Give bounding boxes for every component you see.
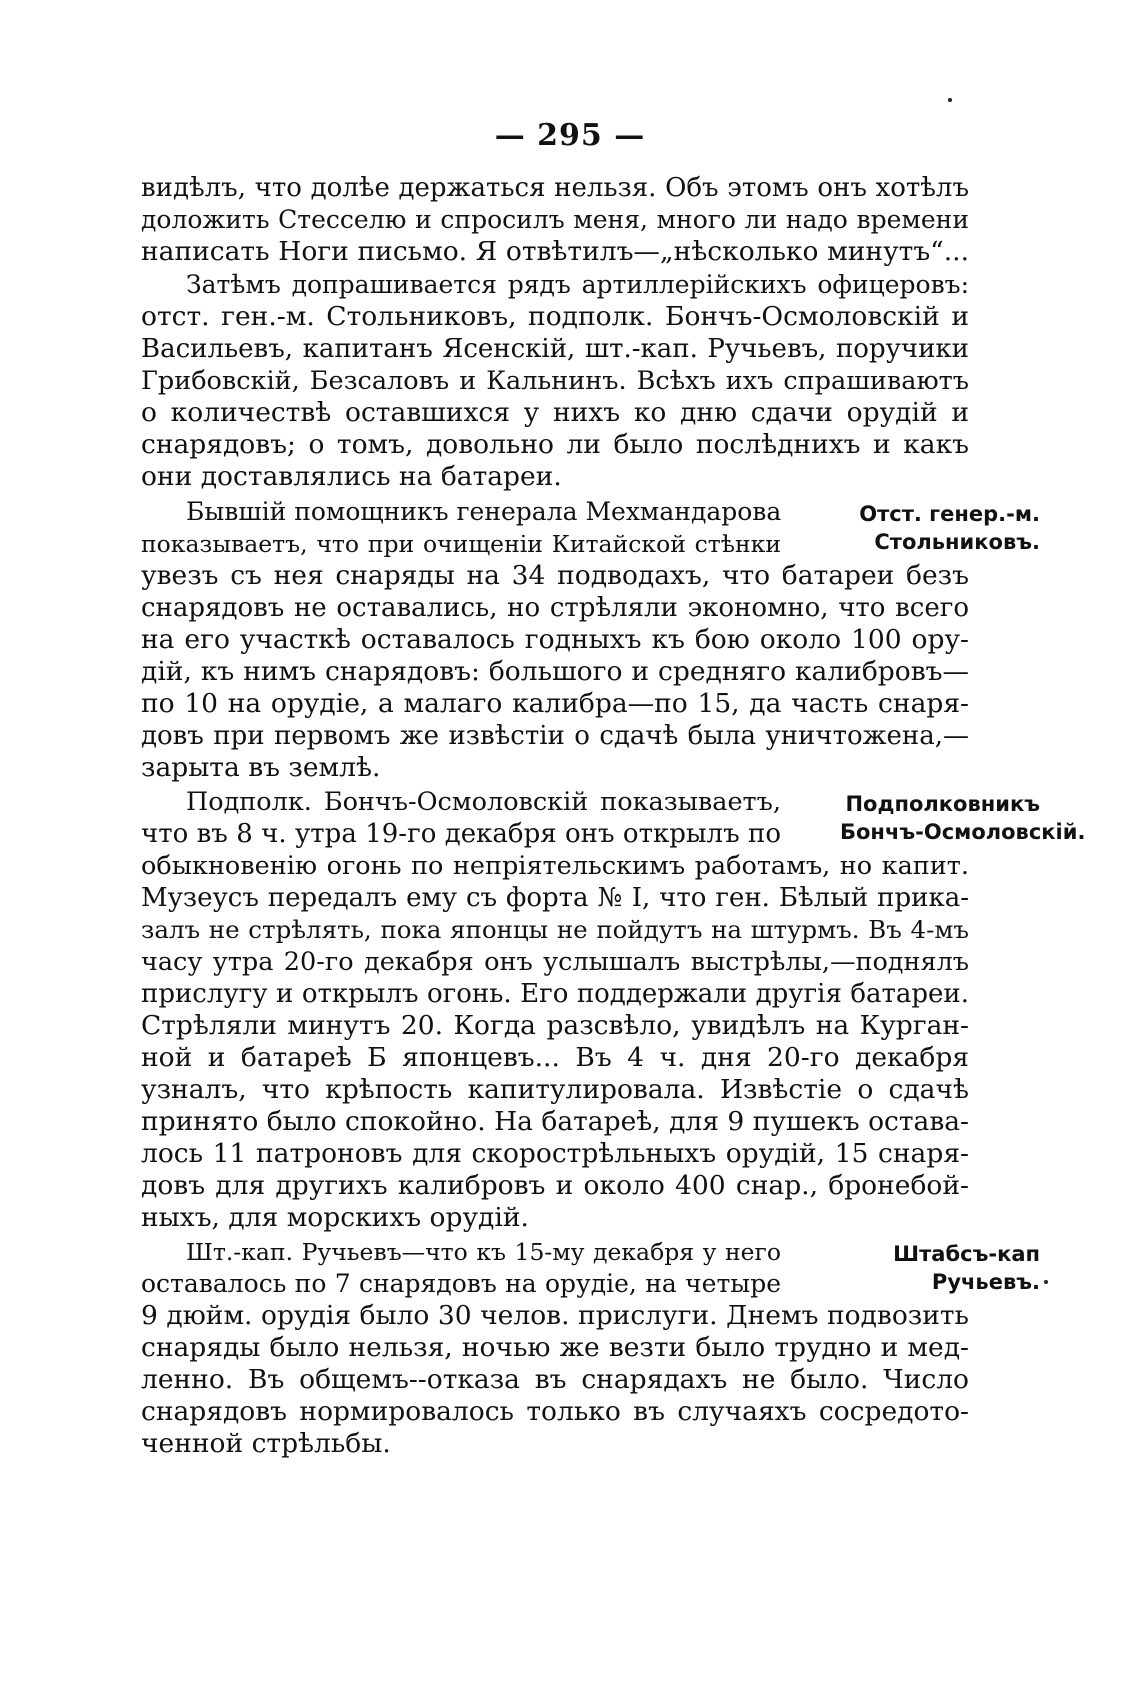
text-line: о количествѣ оставшихся у нихъ ко дню сдачи орудій и <box>141 397 969 428</box>
text-line: прислугу и открылъ огонь. Его поддержали другія батареи. <box>141 979 969 1009</box>
text-line: ленно. Въ общемъ--отказа въ снарядахъ не было. Число <box>141 1364 969 1395</box>
text-line: на его участкѣ оставалось годныхъ къ бою около 100 ору- <box>141 624 969 655</box>
text-line: снарядовъ; о томъ, довольно ли было послѣднихъ и какъ <box>141 429 969 460</box>
sidenote: Отст. генер.-м. <box>859 502 1040 526</box>
text-line: увезъ съ нея снаряды на 34 подводахъ, что батареи безъ <box>141 560 969 591</box>
text-line: залъ не стрѣлять, пока японцы не пойдутъ на штурмъ. Въ 4-мъ <box>141 915 969 944</box>
text-line: по 10 на орудіе, а малаго калибра—по 15, да часть снаря- <box>141 688 969 719</box>
text-line: Грибовскій, Безсаловъ и Кальнинъ. Всѣхъ ихъ спрашиваютъ <box>141 366 969 396</box>
sidenote: Подполковникъ <box>845 792 1040 816</box>
text-line: отст. ген.-м. Стольниковъ, подполк. Бончъ-Осмоловскій и <box>141 301 969 332</box>
text-line: оставалось по 7 снарядовъ на орудіе, на четыре <box>141 1269 781 1298</box>
text-line: написать Ноги письмо. Я отвѣтилъ—„нѣсколько минутъ“... <box>141 236 969 267</box>
text-line: доложить Стесселю и спросилъ меня, много ли надо времени <box>141 205 969 234</box>
text-line: принято было спокойно. На батареѣ, для 9 пушекъ остава- <box>141 1106 970 1137</box>
text-line: показываетъ, что при очищеніи Китайской стѣнки <box>141 530 781 558</box>
text-line: Затѣмъ допрашивается рядъ артиллерійскихъ офицеровъ: <box>186 270 969 299</box>
text-line: Подполк. Бончъ-Осмоловскій показываетъ, <box>186 787 781 817</box>
text-line: Музеусъ передалъ ему съ форта № I, что ген. Бѣлый прика- <box>141 883 969 913</box>
text-line: дій, къ нимъ снарядовъ: большого и средняго калибровъ— <box>141 656 969 687</box>
text-line: ныхъ, для морскихъ орудій. <box>141 1202 529 1233</box>
text-line: часу утра 20-го декабря онъ услышалъ выстрѣлы,—поднялъ <box>141 947 969 977</box>
text-line: Бывшій помощникъ генерала Мехмандарова <box>186 497 782 526</box>
print-speck <box>948 98 952 102</box>
text-line: снаряды было нельзя, ночью же везти было трудно и мед- <box>141 1332 969 1363</box>
text-line: зарыта въ землѣ. <box>141 752 381 783</box>
text-line: 9 дюйм. орудія было 30 челов. прислуги. Днемъ подвозить <box>141 1300 969 1331</box>
text-line: узналъ, что крѣпость капитулировала. Извѣстіе о сдачѣ <box>141 1074 969 1105</box>
text-line: снарядовъ нормировалось только въ случаяхъ сосредото- <box>141 1396 969 1427</box>
text-line: Стрѣляли минутъ 20. Когда разсвѣло, увидѣлъ на Курган- <box>141 1010 969 1041</box>
print-speck <box>1044 1280 1048 1284</box>
text-line: Васильевъ, капитанъ Ясенскій, шт.-кап. Ручьевъ, поручики <box>141 334 969 364</box>
sidenote: Штабсъ-кап <box>893 1242 1040 1266</box>
page-number: — 295 — <box>494 118 646 153</box>
sidenote: Бончъ-Осмоловскій. <box>840 820 1086 844</box>
text-line: Шт.-кап. Ручьевъ—что къ 15-му декабря у него <box>186 1238 781 1266</box>
sidenote: Стольниковъ. <box>874 530 1040 554</box>
text-line: лось 11 патроновъ для скорострѣльныхъ орудій, 15 снаря- <box>141 1138 969 1169</box>
text-line: они доставлялись на батареи. <box>141 461 562 492</box>
text-line: обыкновенію огонь по непріятельскимъ работамъ, но капит. <box>141 851 969 881</box>
text-line: снарядовъ не оставались, но стрѣляли экономно, что всего <box>141 593 969 623</box>
sidenote: Ручьевъ. <box>931 1270 1040 1294</box>
text-line: ной и батареѣ Б японцевъ... Въ 4 ч. дня 20-го декабря <box>141 1042 969 1073</box>
text-line: что въ 8 ч. утра 19-го декабря онъ открылъ по <box>141 819 781 849</box>
text-line: видѣлъ, что долѣе держаться нельзя. Объ этомъ онъ хотѣлъ <box>141 173 969 203</box>
text-line: ченной стрѣльбы. <box>141 1428 391 1459</box>
text-line: довъ при первомъ же извѣстіи о сдачѣ была уничтожена,— <box>141 721 969 751</box>
text-line: довъ для другихъ калибровъ и около 400 снар., бронебой- <box>141 1170 969 1201</box>
